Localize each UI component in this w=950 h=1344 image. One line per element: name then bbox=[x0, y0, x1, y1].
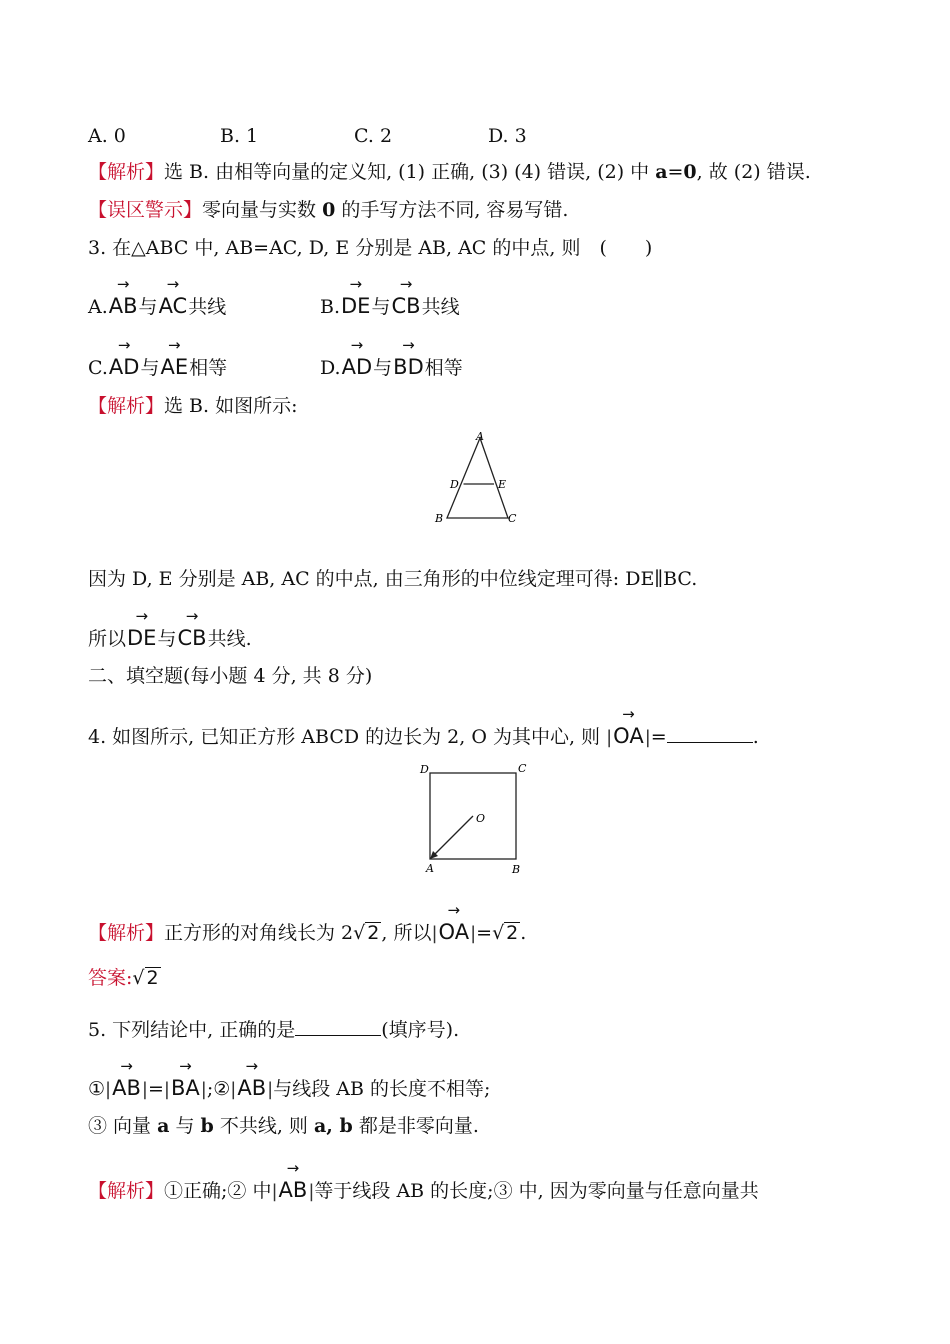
analysis-mid: , 所以 bbox=[381, 922, 432, 944]
q3-options-cd bbox=[88, 353, 463, 382]
abs-bar: | bbox=[271, 1181, 278, 1202]
label-e: E bbox=[498, 478, 507, 491]
item-number: ③ bbox=[88, 1115, 108, 1137]
analysis-tag: 【解析】 bbox=[88, 395, 165, 417]
abs-bar: | bbox=[267, 1079, 274, 1100]
bold-vector-b: b bbox=[200, 1115, 214, 1137]
label-b: B bbox=[512, 863, 521, 876]
abs-bar: | bbox=[105, 1079, 112, 1100]
q4-answer bbox=[88, 964, 161, 992]
item-text: 与线段 AB 的长度不相等; bbox=[273, 1078, 491, 1100]
vector-ab: → AB bbox=[236, 1074, 267, 1102]
radicand: 2 bbox=[506, 922, 519, 944]
vector-ab: → AB bbox=[111, 1074, 142, 1102]
analysis-tag: 【解析】 bbox=[88, 922, 165, 944]
conjunction: 与 bbox=[157, 628, 177, 650]
analysis-text: 选 B. 由相等向量的定义知, (1) 正确, (3) (4) 错误, (2) 中 bbox=[164, 161, 656, 183]
label-d: D bbox=[420, 763, 429, 776]
bold-vector-a: a bbox=[157, 1115, 170, 1137]
item-text: 都是非零向量. bbox=[352, 1115, 479, 1137]
sqrt-two: √ 2 bbox=[492, 922, 519, 944]
q5-analysis bbox=[88, 1176, 759, 1206]
sqrt-two: √ 2 bbox=[132, 967, 159, 989]
vector-bd: → BD bbox=[392, 353, 425, 381]
option-label: D. bbox=[320, 357, 341, 379]
conclusion-end: 共线. bbox=[207, 628, 252, 650]
answer-blank bbox=[295, 1017, 381, 1036]
bold-zero: 0 bbox=[322, 199, 336, 221]
conjunction: 与 bbox=[138, 296, 158, 318]
answer-blank bbox=[667, 724, 753, 743]
equals-sign: = bbox=[650, 726, 667, 748]
warning-text-end: 的手写方法不同, 容易写错. bbox=[335, 199, 569, 221]
section-heading: 二、填空题(每小题 4 分, 共 8 分) bbox=[88, 665, 373, 687]
radicand: 2 bbox=[146, 967, 159, 989]
item-separator: ;② bbox=[206, 1078, 231, 1100]
analysis-tag: 【解析】 bbox=[88, 161, 165, 183]
vector-cb: → CB bbox=[390, 292, 421, 320]
vector-ab: → AB bbox=[108, 292, 139, 320]
label-b: B bbox=[435, 512, 444, 525]
warning-text: 零向量与实数 bbox=[202, 199, 323, 221]
analysis-text: 选 B. 如图所示: bbox=[164, 395, 298, 417]
square-figure bbox=[416, 760, 534, 878]
radicand: 2 bbox=[367, 922, 380, 944]
vector-oa: → OA bbox=[438, 918, 471, 946]
abs-bar: | bbox=[470, 923, 477, 944]
vector-ad: → AD bbox=[341, 353, 374, 381]
label-o: O bbox=[476, 812, 486, 825]
vector-ad: → AD bbox=[108, 353, 141, 381]
q4-stem-text: 4. 如图所示, 已知正方形 ABCD 的边长为 2, O 为其中心, 则 bbox=[88, 726, 607, 748]
conjunction: 与 bbox=[140, 357, 160, 379]
q5-stem bbox=[88, 1016, 459, 1044]
item-text: 与 bbox=[169, 1115, 201, 1137]
vector-ba: → BA bbox=[170, 1074, 201, 1102]
analysis-text: 正方形的对角线长为 2 bbox=[164, 922, 354, 944]
q3-analysis bbox=[88, 392, 298, 420]
abs-bar: | bbox=[431, 923, 438, 944]
sqrt-two: √ 2 bbox=[353, 922, 380, 944]
vector-ae: → AE bbox=[159, 353, 189, 381]
item-text: 不共线, 则 bbox=[213, 1115, 314, 1137]
q2-warning bbox=[88, 196, 568, 224]
label-c: C bbox=[508, 512, 517, 525]
answer-label: 答案: bbox=[88, 967, 133, 989]
option-end: 共线 bbox=[188, 296, 227, 318]
q4-stem bbox=[88, 722, 759, 752]
abs-bar: | bbox=[141, 1079, 148, 1100]
abs-bar: | bbox=[230, 1079, 237, 1100]
analysis-text-end: , 故 (2) 错误. bbox=[696, 161, 811, 183]
option-a: A. 0 bbox=[88, 125, 126, 147]
vector-oa: → OA bbox=[612, 722, 645, 750]
vector-de: → DE bbox=[126, 624, 157, 652]
q3-option-b bbox=[320, 292, 460, 321]
q3-conclusion bbox=[88, 624, 252, 653]
vector-ac: → AC bbox=[158, 292, 189, 320]
bold-zero: 0 bbox=[683, 161, 697, 183]
analysis-text: ①正确;② 中 bbox=[164, 1180, 272, 1202]
vector-ab: → AB bbox=[278, 1176, 309, 1204]
label-c: C bbox=[518, 762, 527, 775]
q3-option-c bbox=[88, 353, 320, 382]
period: . bbox=[520, 922, 527, 944]
option-label: C. bbox=[88, 357, 108, 379]
abs-bar: | bbox=[606, 727, 613, 748]
abs-bar: | bbox=[308, 1181, 315, 1202]
analysis-tag: 【解析】 bbox=[88, 1180, 165, 1202]
option-b: B. 1 bbox=[220, 125, 259, 147]
conjunction: 与 bbox=[371, 296, 391, 318]
conclusion-start: 所以 bbox=[88, 628, 127, 650]
q3-option-d bbox=[320, 353, 463, 382]
triangle-figure bbox=[430, 428, 526, 530]
q3-option-a bbox=[88, 292, 320, 321]
q3-options-ab bbox=[88, 292, 460, 321]
vector-oa-line bbox=[432, 816, 473, 857]
item-number: ① bbox=[88, 1078, 106, 1100]
equals-sign: = bbox=[147, 1078, 164, 1100]
q2-options bbox=[88, 122, 527, 150]
abs-bar: | bbox=[163, 1079, 170, 1100]
option-end: 相等 bbox=[189, 357, 228, 379]
abs-bar: | bbox=[644, 727, 651, 748]
label-d: D bbox=[450, 478, 459, 491]
q3-reason: 因为 D, E 分别是 AB, AC 的中点, 由三角形的中位线定理可得: DE∥BC. bbox=[88, 568, 698, 590]
bold-vectors-ab: a, b bbox=[313, 1115, 353, 1137]
bold-vector-a: a bbox=[655, 161, 668, 183]
q5-items-1-2 bbox=[88, 1074, 490, 1104]
label-a: A bbox=[426, 862, 434, 875]
vector-de: → DE bbox=[340, 292, 371, 320]
option-end: 共线 bbox=[421, 296, 460, 318]
equals-sign: = bbox=[667, 161, 684, 183]
vector-cb: → CB bbox=[176, 624, 207, 652]
option-end: 相等 bbox=[424, 357, 463, 379]
period: . bbox=[752, 726, 759, 748]
q2-analysis bbox=[88, 158, 811, 186]
q5-stem-text: 5. 下列结论中, 正确的是 bbox=[88, 1019, 296, 1041]
analysis-text-end: 等于线段 AB 的长度;③ 中, 因为零向量与任意向量共 bbox=[314, 1180, 759, 1202]
option-c: C. 2 bbox=[354, 125, 393, 147]
q5-item-3 bbox=[88, 1112, 479, 1140]
abs-bar: | bbox=[200, 1079, 207, 1100]
conjunction: 与 bbox=[373, 357, 393, 379]
option-label: A. bbox=[88, 296, 108, 318]
item-text: 向量 bbox=[107, 1115, 158, 1137]
label-a: A bbox=[476, 430, 484, 443]
option-d: D. 3 bbox=[488, 125, 527, 147]
warning-tag: 【误区警示】 bbox=[88, 199, 203, 221]
equals-sign: = bbox=[476, 922, 493, 944]
option-label: B. bbox=[320, 296, 341, 318]
q3-stem: 3. 在△ABC 中, AB=AC, D, E 分别是 AB, AC 的中点, 则 ( ) bbox=[88, 237, 653, 259]
q5-stem-end: (填序号). bbox=[381, 1019, 460, 1041]
q4-analysis bbox=[88, 918, 526, 948]
